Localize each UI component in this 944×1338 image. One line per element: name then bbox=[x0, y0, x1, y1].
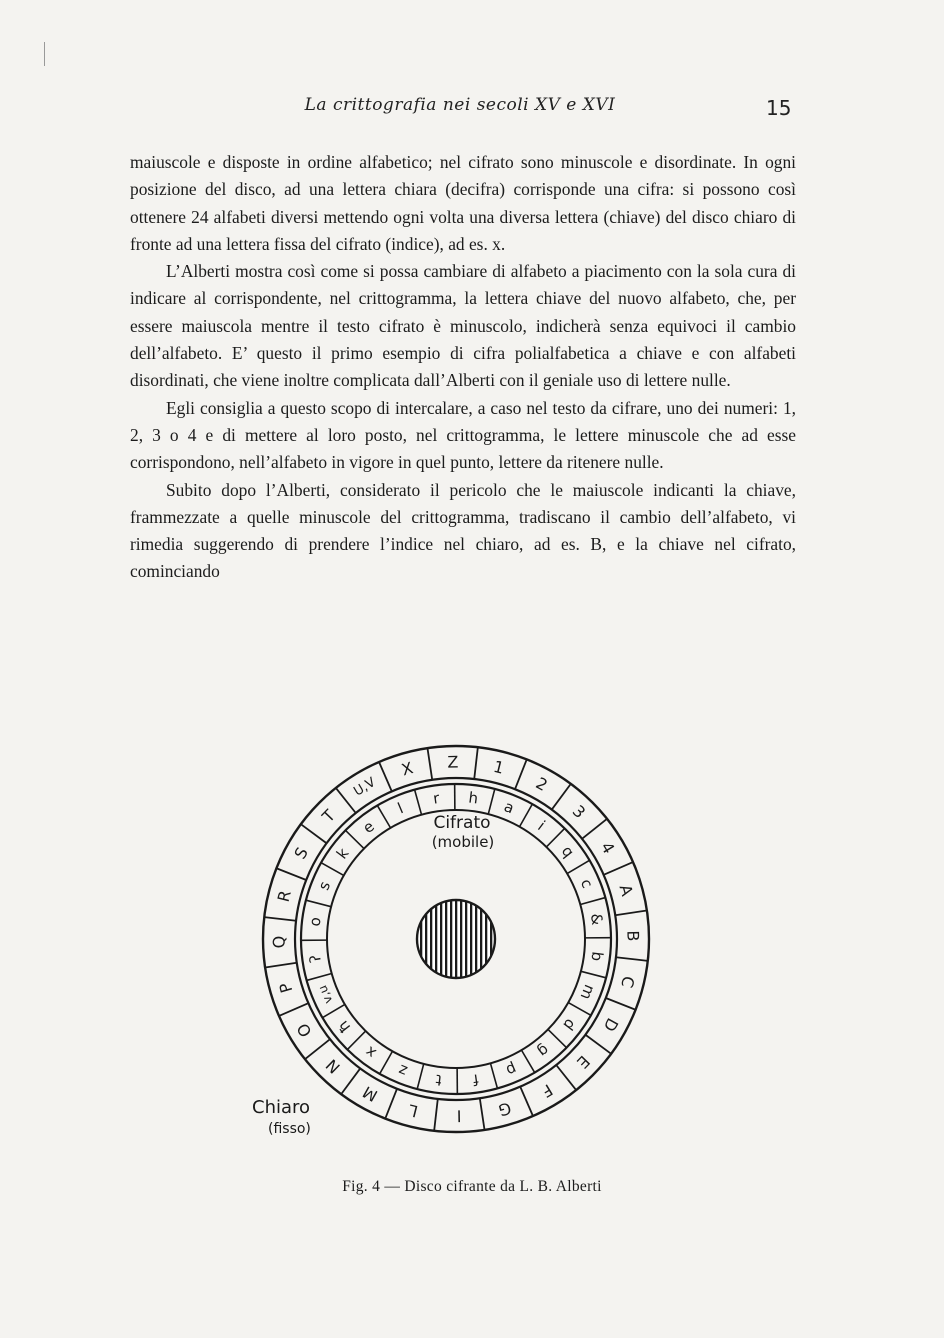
inner-ring-divider bbox=[345, 830, 364, 848]
inner-ring-divider bbox=[521, 1050, 534, 1072]
inner-ring-letter: g bbox=[534, 1040, 553, 1061]
outer-ring-divider bbox=[265, 963, 297, 968]
paragraph-4: Subito dopo l’Alberti, considerato il pericolo che le maiuscole indicanti la chiave, frammezzate a quelle minuscole del crittogramma, tradiscano il cambio dell’alfabeto, vi rimedia suggerendo di prendere l’indice nel chiaro, ad es. B, e la chiave nel cifrato, cominciando bbox=[130, 479, 796, 582]
outer-ring-divider bbox=[279, 1003, 308, 1016]
outer-ring-letter: F bbox=[538, 1080, 556, 1102]
outer-ring-divider bbox=[585, 1035, 611, 1054]
outer-ring-letter: O bbox=[292, 1019, 316, 1041]
inner-ring-divider bbox=[490, 1063, 497, 1088]
outer-ring-divider bbox=[305, 1039, 330, 1059]
outer-ring-divider bbox=[515, 759, 527, 789]
outer-ring-letter: M bbox=[359, 1082, 381, 1106]
inner-ring-letter: p bbox=[503, 1059, 520, 1080]
inner-ring-letter: a bbox=[501, 797, 517, 818]
inner-ring-divider bbox=[568, 1003, 591, 1016]
outer-ring-divider bbox=[556, 1065, 576, 1090]
inner-ring-divider bbox=[548, 1029, 567, 1047]
outer-ring-letter: C bbox=[617, 974, 639, 990]
outer-ring-divider bbox=[615, 910, 647, 915]
outer-ring-divider bbox=[427, 748, 432, 780]
outer-ring-letter: B bbox=[623, 930, 643, 942]
inner-ring-letter: k bbox=[332, 844, 353, 863]
inner-ring-letter: t bbox=[434, 1070, 443, 1090]
inner-ring-letter: v,u bbox=[315, 983, 336, 1006]
inner-ring-divider bbox=[580, 898, 605, 905]
inner-ring-divider bbox=[567, 860, 589, 873]
inner-ring-divider bbox=[581, 971, 606, 978]
inner-ring-letter: h bbox=[467, 788, 480, 808]
chiaro-label: Chiaro bbox=[252, 1097, 311, 1118]
fisso-label: (fisso) bbox=[268, 1121, 311, 1137]
mobile-label: (mobile) bbox=[431, 833, 495, 851]
outer-ring-divider bbox=[520, 1087, 533, 1116]
inner-ring-divider bbox=[415, 790, 422, 815]
inner-ring-divider bbox=[377, 805, 390, 827]
outer-ring-letter: 3 bbox=[568, 801, 590, 823]
inner-ring-letter: s bbox=[314, 878, 335, 893]
inner-ring-letter: c bbox=[576, 876, 597, 891]
outer-ring-letter: Z bbox=[447, 752, 459, 772]
outer-ring-divider bbox=[616, 957, 648, 961]
outer-ring-divider bbox=[604, 862, 633, 875]
inner-ring-divider bbox=[322, 1004, 344, 1017]
outer-ring-letter: T bbox=[318, 805, 339, 827]
inner-ring-letter: i bbox=[534, 817, 549, 835]
paragraph-3: Egli consiglia a questo scopo di intercalare, a caso nel testo da cifrare, uno dei numeri: 1, 2, 3 o 4 e di mettere al loro posto, nel crittogramma, le lettere minuscole che ad esse corrispondono, nell’alfabeto in vigore in quel punto, lettere da ritenere nulle. bbox=[130, 397, 796, 473]
inner-ring-divider bbox=[380, 1051, 393, 1074]
outer-ring-divider bbox=[341, 1068, 360, 1094]
inner-ring-letter: r bbox=[431, 789, 441, 808]
inner-ring-letter: q bbox=[557, 842, 578, 861]
inner-ring-divider bbox=[546, 828, 564, 847]
inner-ring-divider bbox=[347, 1031, 365, 1050]
outer-ring-letter: 2 bbox=[532, 773, 551, 795]
outer-ring-divider bbox=[582, 819, 607, 839]
body-text bbox=[130, 149, 796, 586]
outer-ring-divider bbox=[379, 762, 392, 791]
outer-ring-letter: R bbox=[273, 888, 295, 904]
inner-ring-letter: d bbox=[559, 1015, 580, 1034]
inner-ring-letter: b bbox=[587, 950, 607, 963]
paragraph-1: maiuscole e disposte in ordine alfabetico; nel cifrato sono minuscole e disordinate. In ogni posizione del disco, ad una lettera chiara (decifra) corrisponde una cifra: si possono così ottenere 24 alfabeti diversi mettendo ogni volta una diversa lettera (chiave) del disco chiaro di fronte ad una lettera fissa del cifrato (indice), ad es. x. bbox=[130, 152, 796, 254]
outer-ring-letter: 4 bbox=[596, 838, 619, 858]
inner-ring-divider bbox=[488, 789, 495, 814]
outer-ring-divider bbox=[606, 998, 636, 1010]
inner-ring-divider bbox=[307, 973, 332, 980]
outer-ring-divider bbox=[434, 1099, 438, 1131]
outer-ring-divider bbox=[552, 784, 571, 810]
inner-ring-letter: z bbox=[395, 1060, 410, 1081]
margin-mark bbox=[44, 42, 45, 66]
outer-ring-letter: L bbox=[406, 1100, 420, 1122]
cipher-disk bbox=[240, 733, 660, 1163]
figure-caption: Fig. 4 — Disco cifrante da L. B. Alberti bbox=[342, 1178, 602, 1195]
cipher-disk-figure bbox=[240, 733, 660, 1163]
inner-ring-letter: e bbox=[359, 817, 378, 838]
outer-ring-divider bbox=[264, 917, 296, 921]
outer-ring-divider bbox=[480, 1098, 485, 1130]
outer-ring-letter: N bbox=[322, 1055, 344, 1078]
outer-ring-divider bbox=[276, 868, 306, 880]
running-title: La crittografia nei secoli XV e XVI bbox=[304, 95, 616, 115]
inner-ring-letter: m bbox=[576, 982, 599, 1003]
inner-ring-letter: & bbox=[586, 912, 607, 927]
outer-ring-letter: A bbox=[615, 882, 637, 899]
page-number: 15 bbox=[766, 96, 792, 120]
inner-ring-letter: f bbox=[471, 1070, 480, 1089]
inner-ring-divider bbox=[321, 863, 344, 876]
inner-ring-letter: l bbox=[395, 799, 406, 818]
outer-ring-divider bbox=[336, 788, 356, 813]
outer-ring-letter: G bbox=[496, 1098, 514, 1120]
paragraph-2: L’Alberti mostra così come si possa cambiare di alfabeto a piacimento con la sola cura di indicare al corrispondente, nel crittogramma, la lettera chiave del nuovo alfabeto, che, per essere maiuscola mentre il testo cifrato è minuscolo, indicherà senza equivoci il cambio dell’alfabeto. E’ questo il primo esempio di cifra polialfabetica a chiave e con alfabeti disordinati, che viene inoltre complicata dall’Alberti con il geniale uso di lettere nulle. bbox=[130, 261, 796, 391]
inner-ring-letter: ħ bbox=[333, 1016, 355, 1037]
outer-ring-letter: E bbox=[572, 1051, 594, 1073]
outer-ring-divider bbox=[385, 1089, 397, 1119]
outer-ring-divider bbox=[474, 747, 478, 779]
outer-ring-letter: Q bbox=[269, 935, 289, 949]
inner-ring-letter: x bbox=[361, 1042, 380, 1063]
outer-ring-letter: U,V bbox=[351, 775, 379, 800]
inner-ring-letter: ʔ bbox=[305, 953, 325, 964]
outer-ring-letter: I bbox=[456, 1106, 462, 1126]
outer-ring-divider bbox=[301, 824, 327, 843]
center-hub bbox=[417, 900, 495, 978]
outer-ring-letter: P bbox=[275, 980, 297, 996]
outer-ring-letter: X bbox=[399, 758, 416, 780]
inner-ring-divider bbox=[417, 1064, 424, 1089]
cifrato-label: Cifrato bbox=[433, 813, 491, 833]
outer-ring-letter: 1 bbox=[491, 756, 507, 778]
outer-ring-letter: S bbox=[290, 844, 312, 863]
inner-ring-divider bbox=[306, 900, 331, 907]
outer-ring-letter: D bbox=[599, 1014, 623, 1035]
inner-ring-letter: o bbox=[305, 916, 325, 928]
inner-ring-divider bbox=[520, 804, 533, 827]
